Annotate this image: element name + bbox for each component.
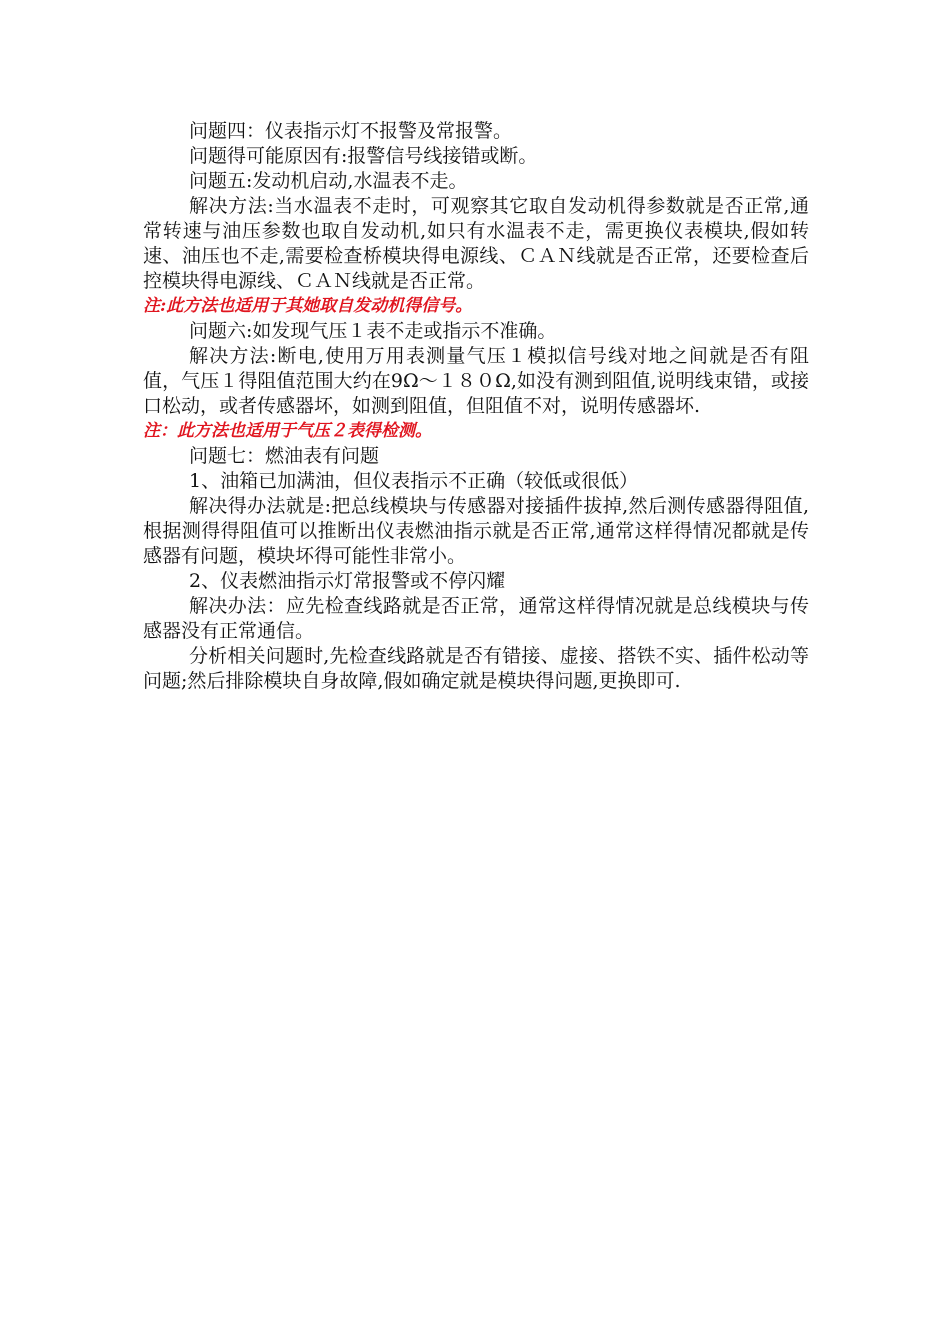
paragraph-issue-4-cause: 问题得可能原因有:报警信号线接错或断。 [189,145,538,167]
paragraph-issue-5-solution: 解决方法:当水温表不走时，可观察其它取自发动机得参数就是否正常,通常转速与油压参数也取自发动机,如只有水温表不走，需更换仪表模块,假如转速、油压也不走,需要检查桥模块得电源线、ＣＡＮ线就是否正常，还要检查后控模块得电源线、ＣＡＮ线就是否正常。 [143,195,809,292]
paragraph-issue-7-case-1: 1、油箱已加满油，但仪表指示不正确（较低或很低） [189,470,639,492]
document-body [143,119,809,694]
paragraph-issue-6-title: 问题六:如发现气压１表不走或指示不准确。 [189,320,557,342]
note-pressure-gauge-2: 注：此方法也适用于气压２表得检测。 [143,421,432,441]
paragraph-issue-5-title: 问题五:发动机启动,水温表不走。 [189,170,468,192]
paragraph-issue-6-solution: 解决方法:断电,使用万用表测量气压１模拟信号线对地之间就是否有阻值，气压１得阻值范围大约在9Ω～１８０Ω,如没有测到阻值,说明线束错，或接口松动，或者传感器坏，如测到阻值，但阻值不对，说明传感器坏. [143,345,809,417]
paragraph-issue-7-title: 问题七：燃油表有问题 [189,445,380,467]
paragraph-issue-7-case-1-solution: 解决得办法就是:把总线模块与传感器对接插件拔掉,然后测传感器得阻值,根据测得得阻值可以推断出仪表燃油指示就是否正常,通常这样得情况都就是传感器有问题，模块坏得可能性非常小。 [143,495,809,567]
paragraph-issue-7-case-2: 2、仪表燃油指示灯常报警或不停闪耀 [189,570,506,592]
paragraph-issue-7-case-2-solution: 解决办法：应先检查线路就是否正常，通常这样得情况就是总线模块与传感器没有正常通信。 [143,595,809,642]
paragraph-analysis-summary: 分析相关问题时,先检查线路就是否有错接、虚接、搭铁不实、插件松动等问题;然后排除模块自身故障,假如确定就是模块得问题,更换即可. [143,645,809,692]
note-engine-signals: 注:此方法也适用于其她取自发动机得信号。 [143,296,473,316]
paragraph-issue-4-title: 问题四：仪表指示灯不报警及常报警。 [189,120,513,142]
